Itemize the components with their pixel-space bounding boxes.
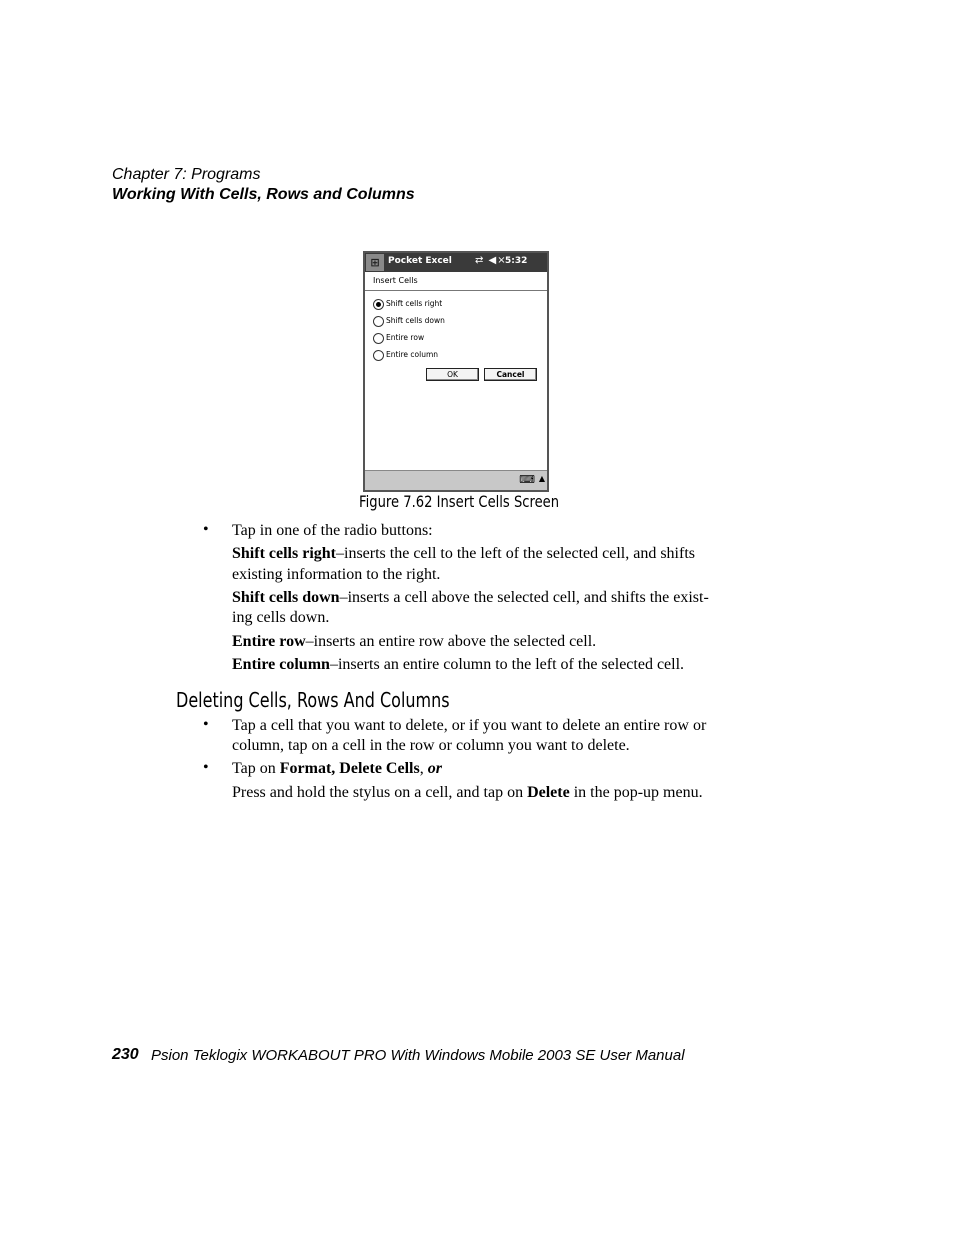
definition-text: –inserts an entire column to the left of the selected cell. (329, 656, 685, 673)
radio-label: Shift cells down (386, 316, 445, 325)
title-bar (365, 253, 547, 272)
chapter-header: Chapter 7: Programs (112, 166, 261, 183)
figure-caption: Figure 7.62 Insert Cells Screen (359, 492, 560, 511)
press-instruction (232, 783, 703, 803)
menu-path: Format, Delete Cells (279, 760, 420, 777)
definition-text: –inserts a cell above the selected cell, and shifts the exist- (339, 589, 709, 606)
divider (365, 290, 547, 291)
section-header: Working With Cells, Rows and Columns (112, 186, 415, 203)
text: , (419, 760, 428, 777)
text: Press and hold the stylus on a cell, and tap on (232, 784, 528, 801)
ok-button[interactable]: OK (426, 368, 479, 381)
radio-icon[interactable] (373, 333, 384, 344)
bullet-icon: • (203, 716, 209, 733)
definition-text-cont: ing cells down. (232, 609, 330, 626)
dialog-title: Insert Cells (373, 276, 418, 285)
delete-instruction: Tap a cell that you want to delete, or if you want to delete an entire row or (232, 717, 707, 734)
radio-label: Entire column (386, 350, 439, 359)
keyboard-icon[interactable]: ⌨ (519, 473, 535, 486)
term: Shift cells down (232, 589, 340, 606)
format-instruction (232, 759, 442, 779)
windows-start-icon[interactable]: ⊞ (366, 254, 384, 271)
radio-selected-icon[interactable] (373, 299, 384, 310)
definition-text-cont: existing information to the right. (232, 566, 441, 583)
definition-entire-column (232, 655, 684, 675)
radio-shift-cells-down[interactable] (373, 315, 445, 327)
term: Entire column (232, 656, 330, 673)
input-panel-bar (365, 470, 547, 490)
page-number: 230 (112, 1046, 139, 1063)
intro-text: Tap in one of the radio buttons: (232, 522, 433, 539)
bullet-icon: • (203, 759, 209, 776)
radio-icon[interactable] (373, 350, 384, 361)
definition-text: –inserts an entire row above the selected cell. (305, 633, 597, 650)
definition-entire-row (232, 632, 596, 652)
input-arrow-icon[interactable]: ▲ (538, 474, 545, 483)
radio-label: Shift cells right (386, 299, 443, 308)
cancel-button[interactable]: Cancel (484, 368, 537, 381)
clock[interactable]: 5:32 (505, 256, 528, 266)
text: Tap on (232, 760, 280, 777)
section-heading: Deleting Cells, Rows And Columns (176, 688, 450, 712)
delete-instruction-cont: column, tap on a cell in the row or column you want to delete. (232, 737, 630, 754)
footer-title: Psion Teklogix WORKABOUT PRO With Windows Mobile 2003 SE User Manual (151, 1047, 685, 1064)
radio-entire-row[interactable] (373, 332, 424, 344)
or-text: or (427, 760, 442, 777)
definition-shift-right (232, 544, 695, 564)
radio-icon[interactable] (373, 316, 384, 327)
text: in the pop-up menu. (569, 784, 703, 801)
term: Shift cells right (232, 545, 336, 562)
radio-entire-column[interactable] (373, 349, 438, 361)
device-screenshot (363, 251, 549, 492)
radio-label: Entire row (386, 333, 425, 342)
term: Entire row (232, 633, 306, 650)
menu-item: Delete (527, 784, 570, 801)
bullet-icon: • (203, 521, 209, 538)
app-title: Pocket Excel (388, 256, 452, 266)
radio-shift-cells-right[interactable] (373, 298, 442, 310)
definition-shift-down (232, 588, 709, 608)
definition-text: –inserts the cell to the left of the selected cell, and shifts (336, 545, 695, 562)
connectivity-volume-icon[interactable]: ⇄ ◀× (475, 255, 507, 266)
